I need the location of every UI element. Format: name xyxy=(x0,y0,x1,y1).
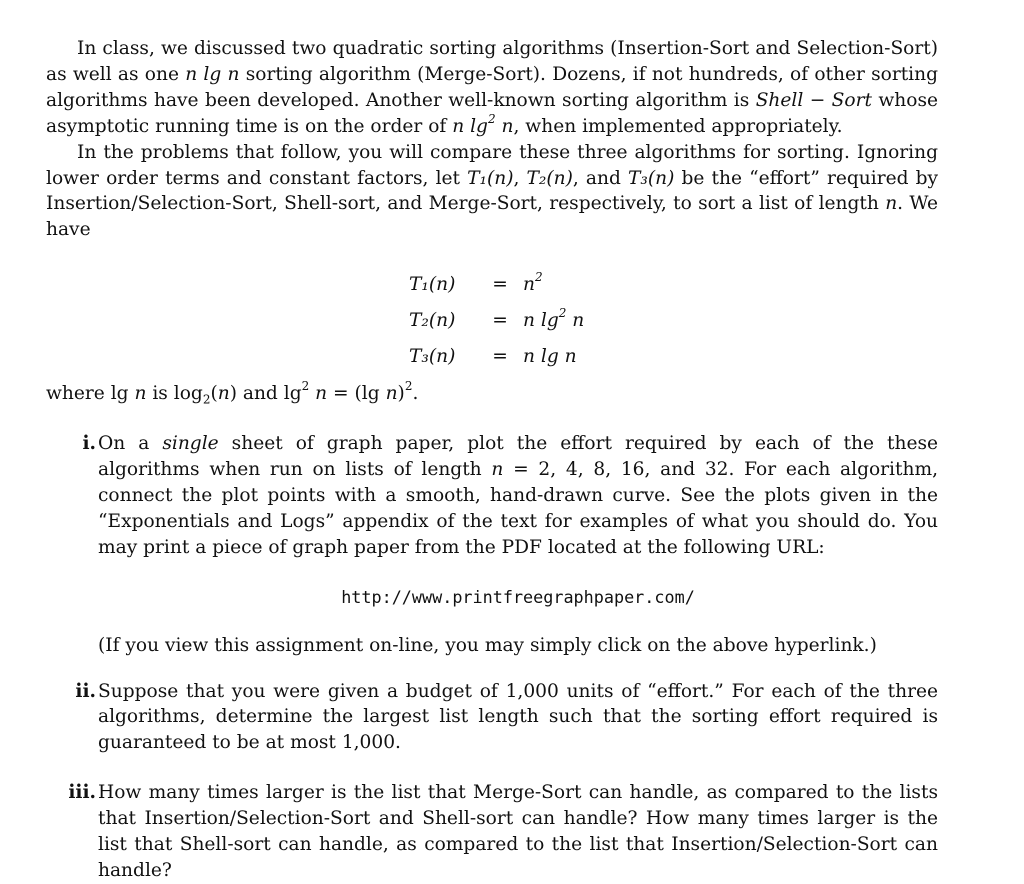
math-part: n lg xyxy=(523,310,559,332)
problem-number: iii. xyxy=(68,782,96,804)
equation-lhs: T₂(n) xyxy=(409,310,456,332)
shell-sort-term: Shell − Sort xyxy=(755,89,872,111)
text-run: In class, we discussed two quadratic sorting algorithms (Insertion-Sort and Selection-Sort) as well as one xyxy=(46,38,938,85)
math-subscript: 2 xyxy=(202,392,211,407)
text-run: , and xyxy=(572,167,628,189)
text-run: = (lg xyxy=(327,383,386,405)
equation-rhs xyxy=(523,267,938,303)
math-n: n xyxy=(885,193,898,215)
text-run: be the “effort” required by Insertion/Selection-Sort, Shell-sort, and Merge-Sort, respectively, to sort a list of length xyxy=(46,167,939,215)
equation-lhs: T₃(n) xyxy=(409,346,456,368)
math-n: n xyxy=(315,383,328,405)
intro-paragraph-2 xyxy=(46,140,938,244)
text-run: ( xyxy=(210,383,218,405)
intro-paragraph-1 xyxy=(46,36,938,140)
math-part: n xyxy=(495,115,514,137)
problem-text: Suppose that you were given a budget of 1,000 units of “effort.” For each of the three algorithms, determine the largest list length such that the sorting effort required is guaranteed to be at most 1,000. xyxy=(98,680,938,754)
problem-i xyxy=(46,431,938,561)
problem-number: ii. xyxy=(75,680,96,702)
text-run: . We have xyxy=(46,193,939,241)
problem-number: i. xyxy=(82,433,96,455)
emphasis-single: single xyxy=(162,433,219,455)
math-exponent: 2 xyxy=(301,379,310,394)
math-n: n xyxy=(217,383,230,405)
equation-array xyxy=(409,267,938,375)
text-run: ) xyxy=(397,383,405,405)
math-exponent: 2 xyxy=(487,111,496,126)
math-n-lg2-n xyxy=(452,111,514,137)
text-run: , when implemented appropriately. xyxy=(513,115,843,137)
math-n: n xyxy=(385,383,398,405)
graph-paper-url-link[interactable]: http://www.printfreegraphpaper.com/ xyxy=(341,586,695,607)
math-part: n xyxy=(523,274,535,296)
math-part: n xyxy=(566,310,585,332)
text-run: whose asymptotic running time is on the order of xyxy=(46,89,938,137)
text-run: is log xyxy=(146,383,203,405)
math-t2: T₂(n) xyxy=(526,167,573,189)
text-run: In the problems that follow, you will compare these three algorithms for sorting. Ignoring lower order terms and constant factors, let xyxy=(46,141,938,189)
text-run: where lg xyxy=(46,383,135,405)
math-t1: T₁(n) xyxy=(467,167,514,189)
equation-rhs xyxy=(523,303,938,339)
document-page xyxy=(46,36,938,884)
problem-ii xyxy=(46,679,938,757)
text-run: . xyxy=(412,383,419,405)
text-run: sorting algorithm (Merge-Sort). Dozens, if not hundreds, of other sorting algorithms have been developed. Another well-known sorting algorithm is xyxy=(46,63,939,111)
problem-text: How many times larger is the list that Merge-Sort can handle, as compared to the lists that Insertion/Selection-Sort and Shell-sort can handle? How many times larger is the list that Shell-sort can handle, as compared to the list that Insertion/Selection-Sort can handle? xyxy=(98,782,938,881)
equation-lhs: T₁(n) xyxy=(409,274,456,296)
math-part: n lg xyxy=(452,115,488,137)
where-definition xyxy=(46,381,938,407)
equals-sign: = xyxy=(492,346,508,368)
text-run: , xyxy=(513,167,527,189)
math-n: n xyxy=(491,459,504,481)
text-run: ) and lg xyxy=(229,383,302,405)
equals-sign: = xyxy=(492,274,508,296)
text-run: = 2, 4, 8, 16, and 32. For each algorithm, connect the plot points with a smooth, hand-drawn curve. See the plots given in the “Exponentials and Logs” appendix of the text for examples of what you should do. You may print a piece of graph paper from the PDF located at the following URL: xyxy=(98,459,938,558)
equation-rhs: n lg n xyxy=(523,346,577,368)
math-n-lg-n: n lg n xyxy=(185,63,240,85)
math-exponent: 2 xyxy=(404,379,413,394)
online-note: (If you view this assignment on-line, you may simply click on the above hyperlink.) xyxy=(98,634,877,656)
math-n: n xyxy=(134,383,147,405)
math-t3: T₃(n) xyxy=(628,167,675,189)
text-run: On a xyxy=(98,433,163,455)
text-run: sheet of graph paper, plot the effort required by each of the these algorithms when run on lists of length xyxy=(98,433,938,481)
equals-sign: = xyxy=(492,310,508,332)
math-exponent: 2 xyxy=(558,306,567,321)
math-exponent: 2 xyxy=(534,270,543,285)
problem-iii xyxy=(46,780,938,884)
